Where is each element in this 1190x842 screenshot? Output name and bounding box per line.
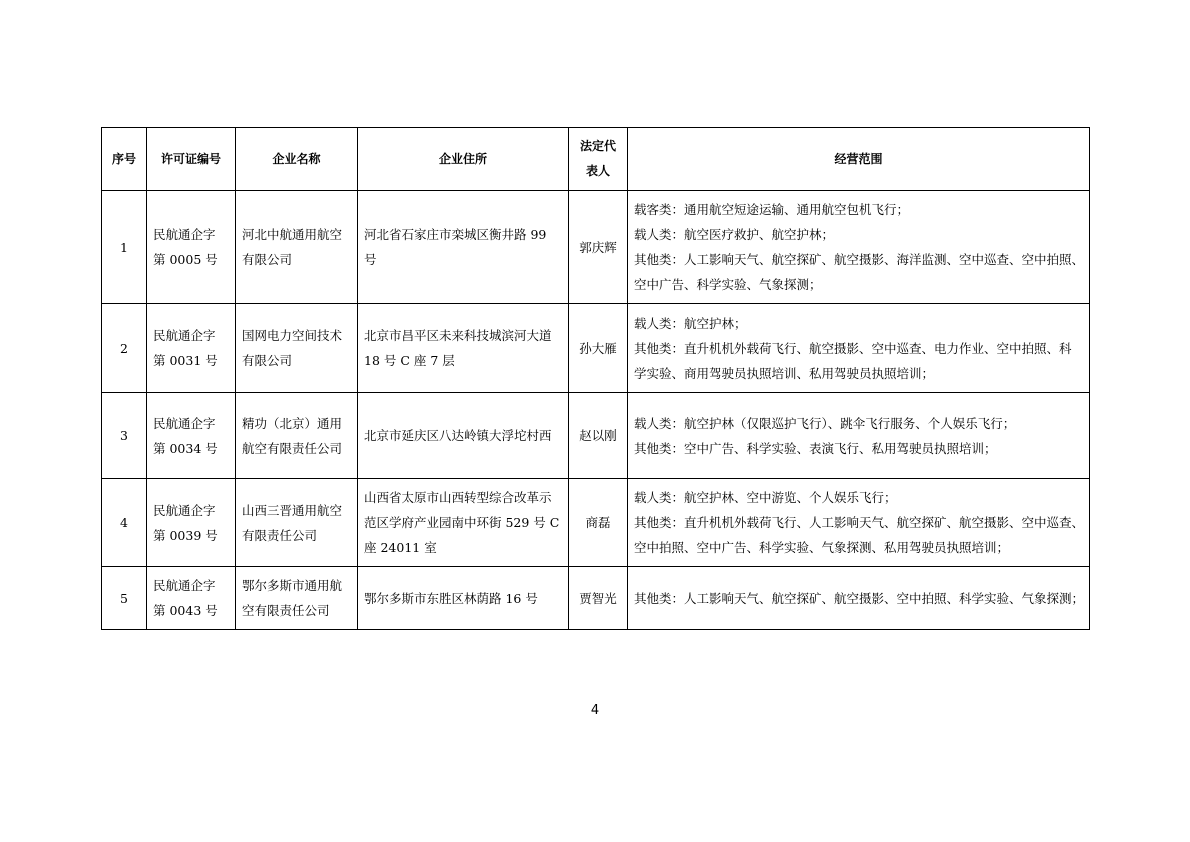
header-license: 许可证编号 xyxy=(147,128,236,191)
license-line1: 民航通企字 xyxy=(153,415,216,431)
cell-address xyxy=(358,191,569,304)
cell-license xyxy=(147,304,236,393)
header-address: 企业住所 xyxy=(358,128,569,191)
scope-line: 其他类：人工影响天气、航空探矿、航空摄影、海洋监测、空中巡查、空中拍照、 xyxy=(634,252,1085,267)
header-row xyxy=(102,128,1090,191)
table-row xyxy=(102,393,1090,479)
cell-index: 3 xyxy=(102,393,147,479)
table-row xyxy=(102,191,1090,304)
name-line1: 国网电力空间技术 xyxy=(242,328,343,343)
cell-scope xyxy=(628,393,1090,479)
scope-line: 学实验、商用驾驶员执照培训、私用驾驶员执照培训； xyxy=(634,365,935,381)
cell-name xyxy=(236,567,358,630)
page-number: 4 xyxy=(590,703,600,718)
name-line1: 鄂尔多斯市通用航 xyxy=(242,578,343,593)
header-rep-line1: 法定代 xyxy=(579,139,616,153)
cell-license xyxy=(147,393,236,479)
header-index: 序号 xyxy=(102,128,147,191)
table-row xyxy=(102,304,1090,393)
license-line2: 第 0043 号 xyxy=(153,603,218,618)
cell-address xyxy=(358,479,569,567)
table-row xyxy=(102,479,1090,567)
header-name: 企业名称 xyxy=(236,128,358,191)
license-line1: 民航通企字 xyxy=(153,578,216,593)
license-line1: 民航通企字 xyxy=(153,502,216,518)
license-line2: 第 0031 号 xyxy=(153,353,218,368)
name-line1: 河北中航通用航空 xyxy=(242,227,343,242)
cell-license xyxy=(147,567,236,630)
cell-scope xyxy=(628,567,1090,630)
scope-line: 载人类：航空护林、空中游览、个人娱乐飞行； xyxy=(634,490,897,505)
cell-scope xyxy=(628,479,1090,567)
table-row xyxy=(102,567,1090,630)
cell-index: 2 xyxy=(102,304,147,393)
address-line1: 河北省石家庄市栾城区衡井路 99 号 xyxy=(364,227,547,267)
scope-line: 空中拍照、空中广告、科学实验、气象探测、私用驾驶员执照培训； xyxy=(634,540,1010,555)
address-line1: 北京市昌平区未来科技城滨河大道 xyxy=(364,328,552,343)
cell-license xyxy=(147,479,236,567)
license-line2: 第 0039 号 xyxy=(153,527,218,543)
cell-license xyxy=(147,191,236,304)
cell-rep: 商磊 xyxy=(569,479,628,567)
cell-name xyxy=(236,393,358,479)
cell-scope xyxy=(628,191,1090,304)
header-rep-line2: 表人 xyxy=(585,164,610,178)
name-line1: 精功（北京）通用 xyxy=(242,415,343,431)
cell-rep: 赵以刚 xyxy=(569,393,628,479)
name-line2: 有限责任公司 xyxy=(242,527,318,543)
cell-rep: 郭庆辉 xyxy=(569,191,628,304)
cell-scope xyxy=(628,304,1090,393)
cell-name xyxy=(236,304,358,393)
cell-address xyxy=(358,567,569,630)
cell-index: 5 xyxy=(102,567,147,630)
name-line2: 有限公司 xyxy=(242,252,293,267)
scope-line: 其他类：直升机机外载荷飞行、航空摄影、空中巡查、电力作业、空中拍照、科 xyxy=(634,340,1072,356)
cell-address xyxy=(358,304,569,393)
license-line1: 民航通企字 xyxy=(153,328,216,343)
cell-rep: 孙大雁 xyxy=(569,304,628,393)
license-table xyxy=(101,127,1090,630)
address-line1: 山西省太原市山西转型综合改革示 xyxy=(364,490,552,505)
scope-line: 其他类：直升机机外载荷飞行、人工影响天气、航空探矿、航空摄影、空中巡查、 xyxy=(634,515,1085,530)
cell-name xyxy=(236,191,358,304)
license-line2: 第 0005 号 xyxy=(153,252,218,267)
name-line2: 有限公司 xyxy=(242,353,293,368)
address-line3: 座 24011 室 xyxy=(364,540,437,555)
scope-line: 其他类：空中广告、科学实验、表演飞行、私用驾驶员执照培训； xyxy=(634,440,997,456)
name-line1: 山西三晋通用航空 xyxy=(242,502,343,518)
scope-line: 载人类：航空护林； xyxy=(634,315,747,331)
cell-index: 1 xyxy=(102,191,147,304)
name-line2: 空有限责任公司 xyxy=(242,603,330,618)
header-scope: 经营范围 xyxy=(628,128,1090,191)
address-line2: 范区学府产业园南中环街 529 号 C xyxy=(364,515,560,530)
cell-rep: 贾智光 xyxy=(569,567,628,630)
scope-line: 载人类：航空医疗救护、航空护林； xyxy=(634,227,835,242)
scope-line: 载客类：通用航空短途运输、通用航空包机飞行； xyxy=(634,202,910,217)
cell-address xyxy=(358,393,569,479)
scope-line: 空中广告、科学实验、气象探测； xyxy=(634,277,822,292)
address-line1: 鄂尔多斯市东胜区林荫路 16 号 xyxy=(364,590,538,606)
scope-line: 其他类：人工影响天气、航空探矿、航空摄影、空中拍照、科学实验、气象探测； xyxy=(634,590,1085,606)
license-line2: 第 0034 号 xyxy=(153,440,218,456)
scope-line: 载人类：航空护林（仅限巡护飞行）、跳伞飞行服务、个人娱乐飞行； xyxy=(634,415,1016,431)
cell-index: 4 xyxy=(102,479,147,567)
cell-name xyxy=(236,479,358,567)
header-rep xyxy=(569,128,628,191)
license-line1: 民航通企字 xyxy=(153,227,216,242)
address-line1: 北京市延庆区八达岭镇大浮坨村西 xyxy=(364,428,552,443)
address-line2: 18 号 C 座 7 层 xyxy=(364,353,455,368)
name-line2: 航空有限责任公司 xyxy=(242,440,343,456)
